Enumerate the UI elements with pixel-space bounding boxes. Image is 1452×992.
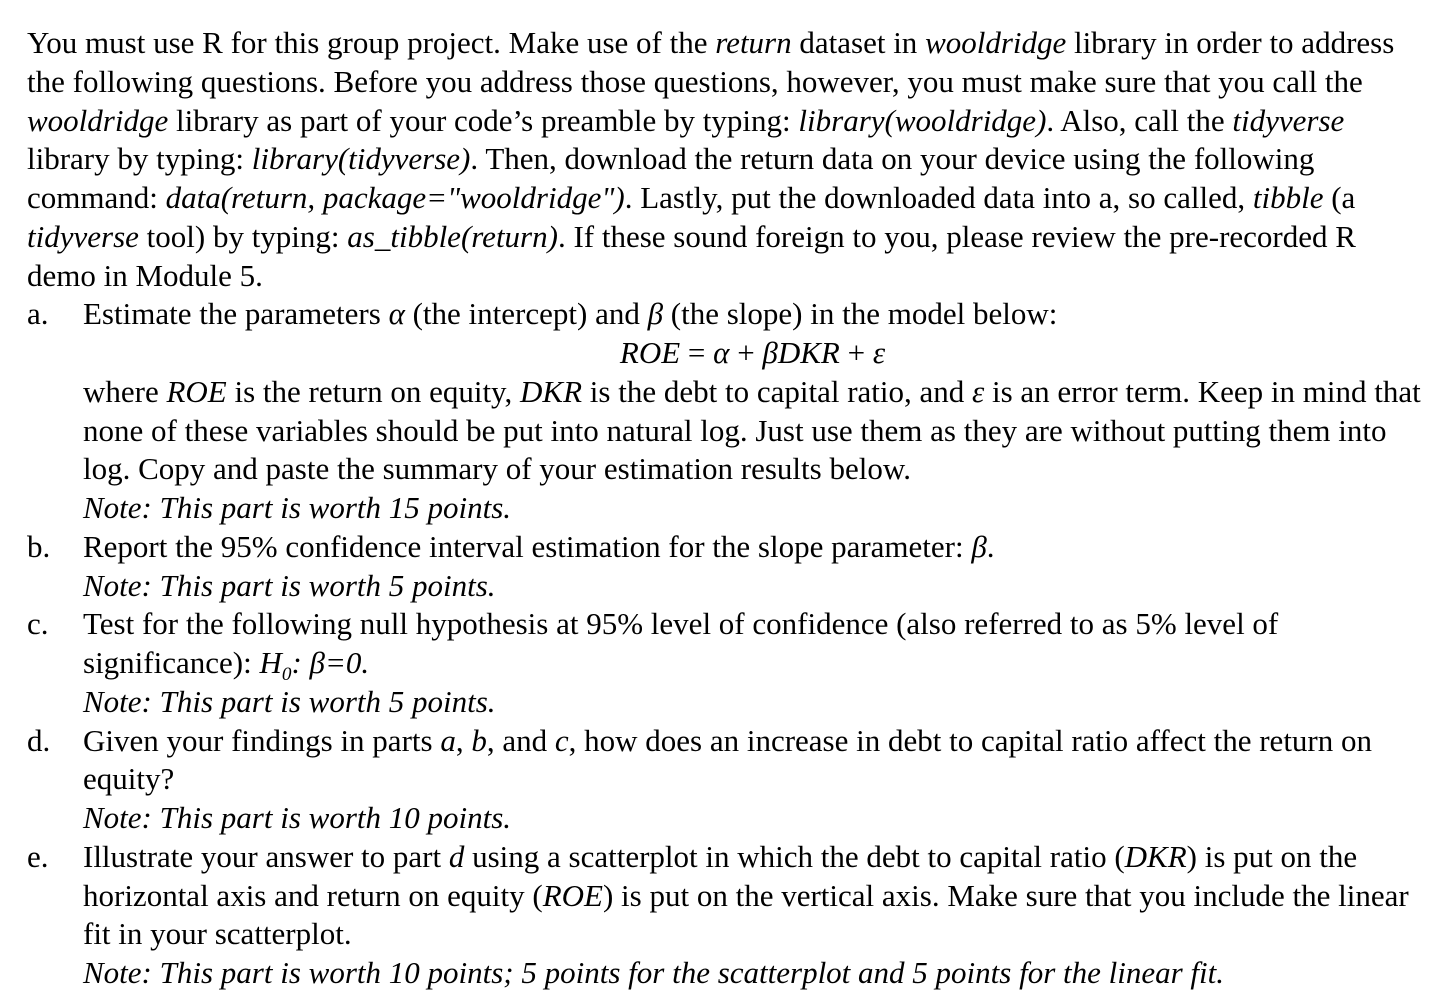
item-b-points-note: Note: This part is worth 5 points.: [83, 567, 496, 603]
item-d-text: Given your findings in parts a, b, and c, how does an increase in debt to capital ratio affect the return on equity?: [83, 722, 1373, 797]
item-a-content: [83, 295, 1422, 528]
assignment-item-c: [27, 605, 1422, 721]
list-marker: e.: [27, 838, 49, 874]
item-e-points-note: Note: This part is worth 10 points; 5 points for the scatterplot and 5 points for the linear fit.: [83, 955, 1225, 990]
item-a-points-note: Note: This part is worth 15 points.: [83, 490, 512, 525]
list-marker: c.: [27, 606, 49, 642]
item-d-content: [83, 722, 1422, 838]
list-marker: b.: [27, 528, 51, 564]
item-b-text: Report the 95% confidence interval estimation for the slope parameter: β.: [83, 528, 995, 564]
model-equation: ROE = α + βDKR + ε: [619, 335, 886, 370]
assignment-item-d: [27, 722, 1422, 838]
assignment-item-a: [27, 295, 1422, 528]
assignment-item-b: [27, 528, 1422, 606]
assignment-item-e: [27, 838, 1422, 992]
item-e-content: [83, 838, 1422, 992]
item-a-text: Estimate the parameters α (the intercept) and β (the slope) in the model below:: [83, 296, 1058, 332]
item-c-points-note: Note: This part is worth 5 points.: [83, 683, 496, 719]
item-c-content: [83, 605, 1422, 721]
item-c-text: Test for the following null hypothesis at 95% level of confidence (also referred to as 5% level of significance): $H_0$: β=0.: [83, 606, 1279, 686]
list-marker: d.: [27, 722, 51, 758]
item-b-content: [83, 528, 1422, 606]
item-e-text: Illustrate your answer to part d using a scatterplot in which the debt to capital ratio (DKR) is put on the horizontal axis and return on equity (ROE) is put on the vertical axis. Make sure that you include the linear fit in your scatterplot.: [83, 838, 1409, 952]
intro-paragraph: You must use R for this group project. Make use of the return dataset in wooldridge library in order to address the following questions. Before you address those questions, however, you must make sure that you call the wooldridge library as part of your code’s preamble by typing: library(wooldridge). Also, call the tidyverse library by typing: library(tidyverse). Then, download the return data on your device using the following command: data(return, package="wooldridge"). Lastly, put the downloaded data into a, so called, tibble (a tidyverse tool) by typing: as_tibble(return). If these sound foreign to you, please review the pre-recorded R demo in Module 5.: [27, 25, 1395, 293]
item-d-points-note: Note: This part is worth 10 points.: [83, 800, 512, 835]
list-marker: a.: [27, 296, 49, 332]
item-a-body: where ROE is the return on equity, DKR is the debt to capital ratio, and ε is an error term. Keep in mind that none of these variables should be put into natural log. Just use them as they are without putting them into log. Copy and paste the summary of your estimation results below.: [83, 373, 1421, 487]
